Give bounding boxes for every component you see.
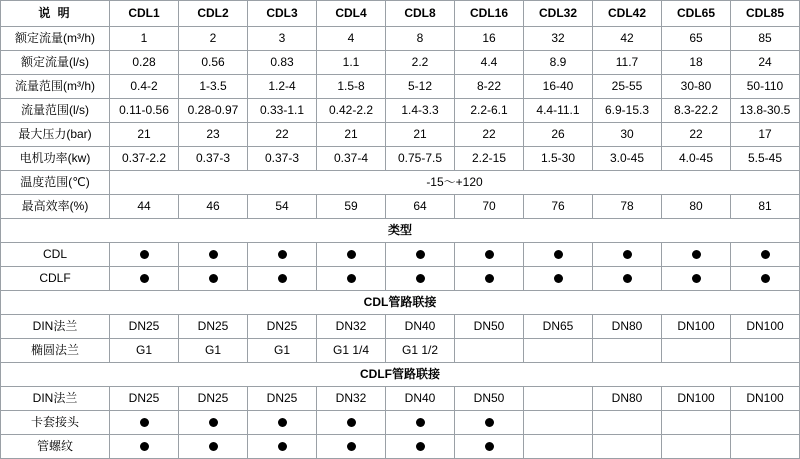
- availability-dot-cell: [317, 243, 386, 267]
- value-cell: 1: [110, 27, 179, 51]
- row-label-cell: 温度范围(℃): [1, 171, 110, 195]
- bullet-dot-icon: [416, 442, 425, 451]
- table-row: [1, 147, 800, 171]
- availability-dot-cell: [455, 243, 524, 267]
- row-label-cell: 额定流量(m³/h): [1, 27, 110, 51]
- row-label-cell: 流量范围(m³/h): [1, 75, 110, 99]
- table-row: [1, 339, 800, 363]
- value-cell: 23: [179, 123, 248, 147]
- value-cell: 17: [731, 123, 800, 147]
- value-cell: DN100: [731, 315, 800, 339]
- value-cell: 30-80: [662, 75, 731, 99]
- bullet-dot-icon: [554, 250, 563, 259]
- value-cell: 21: [110, 123, 179, 147]
- header-cell-description: 说 明: [1, 1, 110, 27]
- value-cell: DN100: [662, 315, 731, 339]
- empty-cell: [524, 339, 593, 363]
- value-cell: 13.8-30.5: [731, 99, 800, 123]
- bullet-dot-icon: [347, 250, 356, 259]
- table-row: [1, 363, 800, 387]
- value-cell: 5-12: [386, 75, 455, 99]
- availability-dot-cell: [662, 267, 731, 291]
- availability-dot-cell: [524, 267, 593, 291]
- value-cell: 0.37-3: [179, 147, 248, 171]
- availability-dot-cell: [455, 267, 524, 291]
- value-cell: DN25: [179, 387, 248, 411]
- value-cell: 18: [662, 51, 731, 75]
- availability-dot-cell: [317, 267, 386, 291]
- value-cell: 21: [386, 123, 455, 147]
- header-cell-model: CDL85: [731, 1, 800, 27]
- value-cell: 81: [731, 195, 800, 219]
- value-cell: 3.0-45: [593, 147, 662, 171]
- value-cell: DN80: [593, 387, 662, 411]
- bullet-dot-icon: [692, 274, 701, 283]
- value-cell: 4.4: [455, 51, 524, 75]
- empty-cell: [524, 387, 593, 411]
- value-cell: 80: [662, 195, 731, 219]
- table-row: [1, 435, 800, 459]
- bullet-dot-icon: [623, 274, 632, 283]
- availability-dot-cell: [731, 243, 800, 267]
- value-cell: 24: [731, 51, 800, 75]
- row-label-cell: 额定流量(l/s): [1, 51, 110, 75]
- value-cell: 22: [455, 123, 524, 147]
- availability-dot-cell: [110, 243, 179, 267]
- bullet-dot-icon: [209, 274, 218, 283]
- spanning-value-cell: -15～+120: [110, 171, 800, 195]
- value-cell: DN65: [524, 315, 593, 339]
- table-row: [1, 315, 800, 339]
- bullet-dot-icon: [416, 250, 425, 259]
- table-row: [1, 387, 800, 411]
- value-cell: G1: [248, 339, 317, 363]
- table-row: [1, 219, 800, 243]
- value-cell: DN25: [248, 387, 317, 411]
- value-cell: 0.4-2: [110, 75, 179, 99]
- value-cell: 1.2-4: [248, 75, 317, 99]
- table-row: [1, 99, 800, 123]
- bullet-dot-icon: [140, 250, 149, 259]
- value-cell: 1.5-8: [317, 75, 386, 99]
- empty-cell: [524, 435, 593, 459]
- bullet-dot-icon: [485, 274, 494, 283]
- value-cell: 2.2-15: [455, 147, 524, 171]
- value-cell: 8: [386, 27, 455, 51]
- availability-dot-cell: [593, 267, 662, 291]
- value-cell: 16: [455, 27, 524, 51]
- value-cell: DN100: [662, 387, 731, 411]
- value-cell: 76: [524, 195, 593, 219]
- value-cell: G1 1/2: [386, 339, 455, 363]
- row-label-cell: 管螺纹: [1, 435, 110, 459]
- empty-cell: [593, 435, 662, 459]
- bullet-dot-icon: [623, 250, 632, 259]
- value-cell: DN50: [455, 387, 524, 411]
- value-cell: DN25: [179, 315, 248, 339]
- value-cell: DN25: [248, 315, 317, 339]
- bullet-dot-icon: [347, 274, 356, 283]
- header-cell-model: CDL65: [662, 1, 731, 27]
- availability-dot-cell: [386, 243, 455, 267]
- table-row: [1, 267, 800, 291]
- value-cell: 70: [455, 195, 524, 219]
- bullet-dot-icon: [347, 442, 356, 451]
- section-header-cell: 类型: [1, 219, 800, 243]
- header-cell-model: CDL2: [179, 1, 248, 27]
- bullet-dot-icon: [140, 274, 149, 283]
- row-label-cell: DIN法兰: [1, 387, 110, 411]
- value-cell: 26: [524, 123, 593, 147]
- availability-dot-cell: [110, 267, 179, 291]
- value-cell: 46: [179, 195, 248, 219]
- table-row: [1, 243, 800, 267]
- bullet-dot-icon: [485, 250, 494, 259]
- table-row: [1, 123, 800, 147]
- header-cell-model: CDL1: [110, 1, 179, 27]
- bullet-dot-icon: [692, 250, 701, 259]
- header-cell-model: CDL42: [593, 1, 662, 27]
- value-cell: 8-22: [455, 75, 524, 99]
- bullet-dot-icon: [209, 250, 218, 259]
- value-cell: 0.75-7.5: [386, 147, 455, 171]
- value-cell: DN32: [317, 315, 386, 339]
- value-cell: DN80: [593, 315, 662, 339]
- header-cell-model: CDL8: [386, 1, 455, 27]
- table-row: [1, 171, 800, 195]
- value-cell: 64: [386, 195, 455, 219]
- table-row: [1, 195, 800, 219]
- value-cell: 0.83: [248, 51, 317, 75]
- value-cell: 50-110: [731, 75, 800, 99]
- value-cell: 0.11-0.56: [110, 99, 179, 123]
- empty-cell: [662, 339, 731, 363]
- availability-dot-cell: [110, 435, 179, 459]
- empty-cell: [593, 339, 662, 363]
- availability-dot-cell: [662, 243, 731, 267]
- value-cell: 54: [248, 195, 317, 219]
- value-cell: G1 1/4: [317, 339, 386, 363]
- value-cell: 0.37-2.2: [110, 147, 179, 171]
- table-header-row: [1, 1, 800, 27]
- table-row: [1, 27, 800, 51]
- row-label-cell: 卡套接头: [1, 411, 110, 435]
- value-cell: 25-55: [593, 75, 662, 99]
- value-cell: 4.0-45: [662, 147, 731, 171]
- value-cell: 0.37-4: [317, 147, 386, 171]
- empty-cell: [731, 435, 800, 459]
- value-cell: 2.2: [386, 51, 455, 75]
- section-header-cell: CDLF管路联接: [1, 363, 800, 387]
- table-row: [1, 75, 800, 99]
- value-cell: 1.4-3.3: [386, 99, 455, 123]
- value-cell: DN25: [110, 387, 179, 411]
- row-label-cell: 电机功率(kw): [1, 147, 110, 171]
- bullet-dot-icon: [278, 274, 287, 283]
- empty-cell: [731, 339, 800, 363]
- value-cell: G1: [110, 339, 179, 363]
- bullet-dot-icon: [761, 250, 770, 259]
- availability-dot-cell: [179, 267, 248, 291]
- availability-dot-cell: [179, 243, 248, 267]
- bullet-dot-icon: [278, 442, 287, 451]
- availability-dot-cell: [317, 435, 386, 459]
- table-row: [1, 51, 800, 75]
- table-row: [1, 291, 800, 315]
- value-cell: 32: [524, 27, 593, 51]
- value-cell: DN40: [386, 387, 455, 411]
- value-cell: 22: [248, 123, 317, 147]
- value-cell: 5.5-45: [731, 147, 800, 171]
- bullet-dot-icon: [554, 274, 563, 283]
- value-cell: 1.5-30: [524, 147, 593, 171]
- availability-dot-cell: [248, 435, 317, 459]
- value-cell: DN100: [731, 387, 800, 411]
- availability-dot-cell: [524, 243, 593, 267]
- availability-dot-cell: [593, 243, 662, 267]
- availability-dot-cell: [731, 267, 800, 291]
- availability-dot-cell: [179, 435, 248, 459]
- row-label-cell: 流量范围(l/s): [1, 99, 110, 123]
- value-cell: DN25: [110, 315, 179, 339]
- bullet-dot-icon: [140, 442, 149, 451]
- value-cell: 8.9: [524, 51, 593, 75]
- row-label-cell: 最大压力(bar): [1, 123, 110, 147]
- value-cell: 22: [662, 123, 731, 147]
- value-cell: DN32: [317, 387, 386, 411]
- value-cell: 1.1: [317, 51, 386, 75]
- section-header-cell: CDL管路联接: [1, 291, 800, 315]
- availability-dot-cell: [386, 435, 455, 459]
- value-cell: 65: [662, 27, 731, 51]
- value-cell: 0.56: [179, 51, 248, 75]
- value-cell: 6.9-15.3: [593, 99, 662, 123]
- row-label-cell: 椭圆法兰: [1, 339, 110, 363]
- availability-dot-cell: [248, 267, 317, 291]
- value-cell: 44: [110, 195, 179, 219]
- availability-dot-cell: [248, 243, 317, 267]
- value-cell: DN40: [386, 315, 455, 339]
- row-label-cell: CDL: [1, 243, 110, 267]
- value-cell: 11.7: [593, 51, 662, 75]
- value-cell: 3: [248, 27, 317, 51]
- value-cell: 42: [593, 27, 662, 51]
- bullet-dot-icon: [485, 442, 494, 451]
- row-label-cell: CDLF: [1, 267, 110, 291]
- value-cell: 0.28: [110, 51, 179, 75]
- header-cell-model: CDL4: [317, 1, 386, 27]
- bullet-dot-icon: [416, 274, 425, 283]
- value-cell: 0.37-3: [248, 147, 317, 171]
- value-cell: 2.2-6.1: [455, 99, 524, 123]
- bullet-dot-icon: [209, 442, 218, 451]
- value-cell: 78: [593, 195, 662, 219]
- value-cell: 85: [731, 27, 800, 51]
- value-cell: 30: [593, 123, 662, 147]
- value-cell: DN50: [455, 315, 524, 339]
- row-label-cell: 最高效率(%): [1, 195, 110, 219]
- empty-cell: [662, 435, 731, 459]
- value-cell: 4: [317, 27, 386, 51]
- availability-dot-cell: [455, 435, 524, 459]
- value-cell: 59: [317, 195, 386, 219]
- header-cell-model: CDL3: [248, 1, 317, 27]
- value-cell: 0.28-0.97: [179, 99, 248, 123]
- bullet-dot-icon: [761, 274, 770, 283]
- value-cell: 0.33-1.1: [248, 99, 317, 123]
- value-cell: 4.4-11.1: [524, 99, 593, 123]
- bullet-dot-icon: [278, 250, 287, 259]
- row-label-cell: DIN法兰: [1, 315, 110, 339]
- value-cell: G1: [179, 339, 248, 363]
- header-cell-model: CDL16: [455, 1, 524, 27]
- value-cell: 0.42-2.2: [317, 99, 386, 123]
- value-cell: 8.3-22.2: [662, 99, 731, 123]
- value-cell: 16-40: [524, 75, 593, 99]
- value-cell: 21: [317, 123, 386, 147]
- header-cell-model: CDL32: [524, 1, 593, 27]
- availability-dot-cell: [386, 267, 455, 291]
- value-cell: 1-3.5: [179, 75, 248, 99]
- value-cell: 2: [179, 27, 248, 51]
- empty-cell: [455, 339, 524, 363]
- table-body: [1, 1, 800, 459]
